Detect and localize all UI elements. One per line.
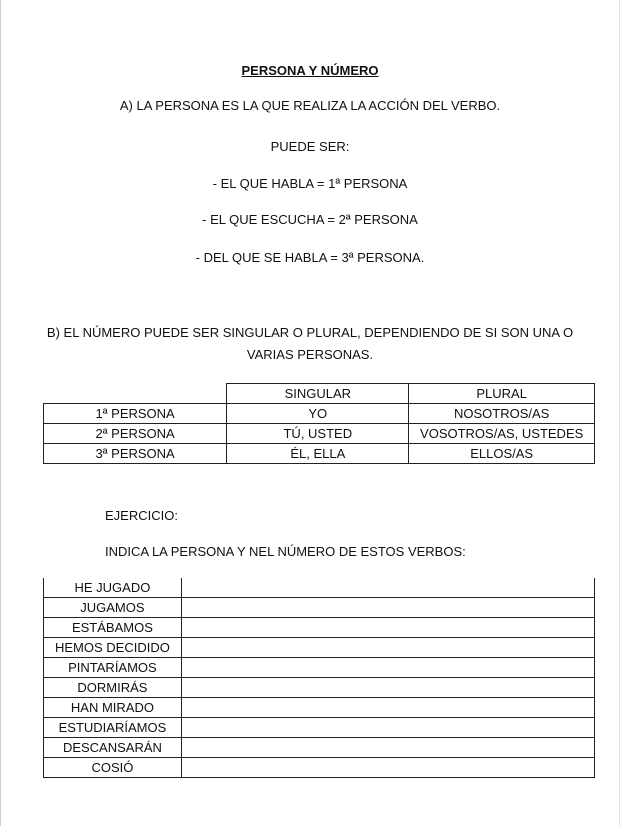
answer-cell[interactable] (181, 718, 594, 738)
verb-cell: DESCANSARÁN (44, 738, 182, 758)
table-cell: 1ª PERSONA (44, 404, 227, 424)
section-a-item: - EL QUE HABLA = 1ª PERSONA (212, 176, 408, 191)
verb-cell: HE JUGADO (44, 578, 182, 598)
section-a-item: - EL QUE ESCUCHA = 2ª PERSONA (202, 212, 418, 227)
header-cell-singular: SINGULAR (227, 384, 409, 404)
exercise-row (44, 698, 595, 718)
verb-cell: HAN MIRADO (44, 698, 182, 718)
verb-cell: JUGAMOS (44, 598, 182, 618)
table-cell: YO (227, 404, 409, 424)
exercise-row (44, 738, 595, 758)
table-row (44, 404, 595, 424)
person-number-table (43, 383, 595, 464)
exercise-table (43, 578, 595, 778)
table-cell: NOSOTROS/AS (409, 404, 595, 424)
exercise-row (44, 678, 595, 698)
verb-cell: ESTÁBAMOS (44, 618, 182, 638)
exercise-row (44, 658, 595, 678)
exercise-label: EJERCICIO: (105, 508, 178, 523)
verb-cell: COSIÓ (44, 758, 182, 778)
table-header-row (44, 384, 595, 404)
verb-cell: HEMOS DECIDIDO (44, 638, 182, 658)
page-edge-left (0, 0, 1, 826)
exercise-instruction: INDICA LA PERSONA Y NEL NÚMERO DE ESTOS VERBOS: (105, 544, 466, 559)
exercise-row (44, 618, 595, 638)
exercise-row (44, 758, 595, 778)
section-b-line-1: B) EL NÚMERO PUEDE SER SINGULAR O PLURAL, DEPENDIENDO DE SI SON UNA O (46, 325, 574, 340)
section-a-intro: PUEDE SER: (270, 139, 350, 154)
document-title: PERSONA Y NÚMERO (241, 63, 379, 78)
verb-cell: PINTARÍAMOS (44, 658, 182, 678)
answer-cell[interactable] (181, 698, 594, 718)
header-cell-plural: PLURAL (409, 384, 595, 404)
answer-cell[interactable] (181, 678, 594, 698)
answer-cell[interactable] (181, 618, 594, 638)
exercise-row (44, 578, 595, 598)
answer-cell[interactable] (181, 658, 594, 678)
table-row (44, 424, 595, 444)
answer-cell[interactable] (181, 738, 594, 758)
table-cell: 3ª PERSONA (44, 444, 227, 464)
section-a-heading: A) LA PERSONA ES LA QUE REALIZA LA ACCIÓN DEL VERBO. (119, 98, 501, 113)
table-cell: TÚ, USTED (227, 424, 409, 444)
answer-cell[interactable] (181, 758, 594, 778)
exercise-row (44, 718, 595, 738)
exercise-row (44, 598, 595, 618)
section-a-item: - DEL QUE SE HABLA = 3ª PERSONA. (195, 250, 425, 265)
table-cell: ELLOS/AS (409, 444, 595, 464)
section-b-line-2: VARIAS PERSONAS. (246, 347, 374, 362)
table-cell: VOSOTROS/AS, USTEDES (409, 424, 595, 444)
answer-cell[interactable] (181, 578, 594, 598)
answer-cell[interactable] (181, 638, 594, 658)
table-row (44, 444, 595, 464)
verb-cell: DORMIRÁS (44, 678, 182, 698)
table-cell: ÉL, ELLA (227, 444, 409, 464)
table-cell: 2ª PERSONA (44, 424, 227, 444)
verb-cell: ESTUDIARÍAMOS (44, 718, 182, 738)
answer-cell[interactable] (181, 598, 594, 618)
header-cell-empty (44, 384, 227, 404)
exercise-row (44, 638, 595, 658)
